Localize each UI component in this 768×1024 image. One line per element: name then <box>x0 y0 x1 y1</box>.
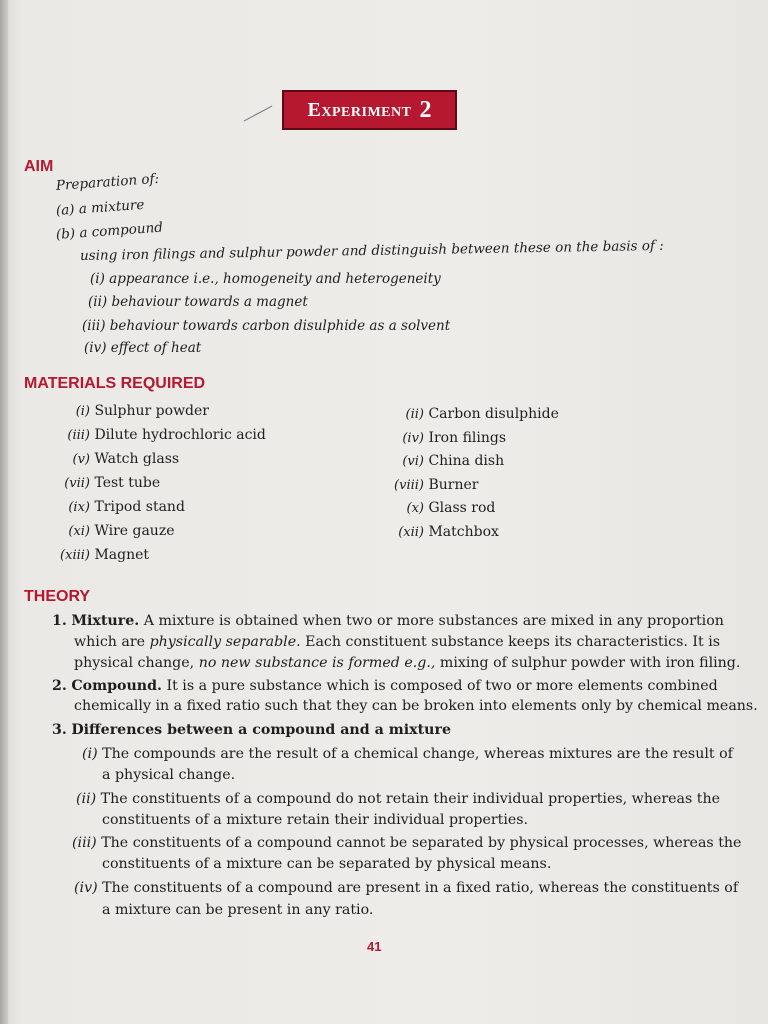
term-compound: Compound. <box>71 678 162 694</box>
material-num: (vii) <box>64 476 90 491</box>
theory-point-2-line-2: chemically in a fixed ratio such that they can be broken into elements only by chemical means. <box>74 698 758 714</box>
theory-point-1-line-3 <box>74 653 740 674</box>
aim-criterion-4: (iv) effect of heat <box>84 340 202 356</box>
text-span: A mixture is obtained when two or more substances are mixed in any proportion <box>139 613 724 629</box>
material-name: Burner <box>428 477 479 493</box>
experiment-title: Experiment <box>307 98 412 121</box>
item-number: (ii) <box>76 791 97 807</box>
material-item <box>62 403 209 419</box>
theory-point-1-line-2 <box>74 632 720 653</box>
materials-heading: MATERIALS REQUIRED <box>24 375 206 392</box>
aim-item-b: (b) a compound <box>55 219 164 243</box>
difference-item-1-line-2: a physical change. <box>102 767 236 783</box>
difference-item-4-line-2: a mixture can be present in any ratio. <box>102 902 374 918</box>
text-span: Each constituent substance keeps its characteristics. It is <box>300 634 721 650</box>
material-num: (v) <box>72 452 90 467</box>
text-span: which are <box>74 634 150 650</box>
item-number: (iv) <box>74 880 98 896</box>
theory-point-1-line-1 <box>52 611 724 632</box>
decorative-line <box>244 106 273 122</box>
material-num: (xii) <box>398 525 424 540</box>
material-item <box>388 500 495 516</box>
material-item <box>388 406 559 422</box>
material-item <box>62 499 185 515</box>
difference-item-2-line-2: constituents of a mixture retain their individual properties. <box>102 812 529 828</box>
text-span: The constituents of a compound are present in a fixed ratio, whereas the constituents of <box>102 880 739 896</box>
aim-criterion-1: (i) appearance i.e., homogeneity and heterogeneity <box>90 271 441 287</box>
item-number: (iii) <box>72 835 97 851</box>
difference-item-3-line-1 <box>72 833 741 854</box>
difference-item-3-line-2: constituents of a mixture can be separated by physical means. <box>102 856 552 872</box>
aim-criterion-2: (ii) behaviour towards a magnet <box>88 294 308 310</box>
material-name: Test tube <box>94 475 161 491</box>
point-number: 3. <box>52 722 67 738</box>
material-name: Watch glass <box>94 451 180 467</box>
difference-item-2-line-1 <box>76 789 720 810</box>
text-span: The compounds are the result of a chemical change, whereas mixtures are the result of <box>102 746 733 762</box>
material-name: Dilute hydrochloric acid <box>94 427 266 443</box>
material-num: (iv) <box>402 431 424 446</box>
material-item <box>62 475 160 491</box>
material-num: (ix) <box>68 500 90 515</box>
material-item <box>388 430 506 446</box>
book-spine-shadow <box>0 0 8 1024</box>
text-span: physical change, <box>74 655 199 671</box>
material-name: Matchbox <box>428 524 499 540</box>
material-num: (viii) <box>394 478 424 493</box>
material-item <box>62 427 266 443</box>
experiment-number: 2 <box>419 96 432 123</box>
material-item <box>54 547 149 563</box>
theory-point-3-heading <box>52 720 451 741</box>
theory-point-2-line-1 <box>52 676 718 697</box>
theory-heading: THEORY <box>24 588 91 605</box>
material-num: (xi) <box>68 524 90 539</box>
aim-item-a: (a) a mixture <box>55 196 145 219</box>
text-span-italic: no new substance is formed e.g., <box>198 655 436 671</box>
material-num: (x) <box>406 501 424 516</box>
material-item <box>62 523 175 539</box>
text-span: The constituents of a compound cannot be separated by physical processes, whereas the <box>101 835 742 851</box>
aim-intro: Preparation of: <box>55 170 160 194</box>
material-num: (i) <box>75 404 90 419</box>
text-span: It is a pure substance which is composed of two or more elements combined <box>161 678 718 694</box>
material-name: Tripod stand <box>94 499 185 515</box>
point-number: 2. <box>52 678 67 694</box>
aim-statement: using iron filings and sulphur powder and distinguish between these on the basis of : <box>79 237 664 264</box>
material-name: China dish <box>428 453 505 469</box>
point-number: 1. <box>52 613 67 629</box>
experiment-header-box <box>282 90 457 130</box>
material-name: Carbon disulphide <box>428 406 559 422</box>
text-span: The constituents of a compound do not retain their individual properties, whereas the <box>100 791 721 807</box>
material-name: Glass rod <box>428 500 496 516</box>
term-differences: Differences between a compound and a mixture <box>71 722 451 738</box>
material-item <box>388 477 478 493</box>
material-num: (iii) <box>67 428 90 443</box>
text-span: mixing of sulphur powder with iron filing. <box>435 655 741 671</box>
page-number: 41 <box>367 939 382 954</box>
term-mixture: Mixture. <box>71 613 140 629</box>
material-name: Wire gauze <box>94 523 175 539</box>
material-num: (ii) <box>405 407 424 422</box>
material-name: Magnet <box>94 547 150 563</box>
difference-item-4-line-1 <box>74 878 738 899</box>
difference-item-1-line-1 <box>82 744 733 765</box>
text-span-italic: physically separable. <box>149 634 301 650</box>
material-item <box>62 451 179 467</box>
material-num: (vi) <box>402 454 424 469</box>
material-name: Iron filings <box>428 430 507 446</box>
material-item <box>388 524 499 540</box>
material-item <box>388 453 504 469</box>
aim-criterion-3: (iii) behaviour towards carbon disulphide as a solvent <box>82 318 451 334</box>
aim-heading: AIM <box>24 158 54 175</box>
item-number: (i) <box>82 746 98 762</box>
material-name: Sulphur powder <box>94 403 209 419</box>
material-num: (xiii) <box>60 548 90 563</box>
